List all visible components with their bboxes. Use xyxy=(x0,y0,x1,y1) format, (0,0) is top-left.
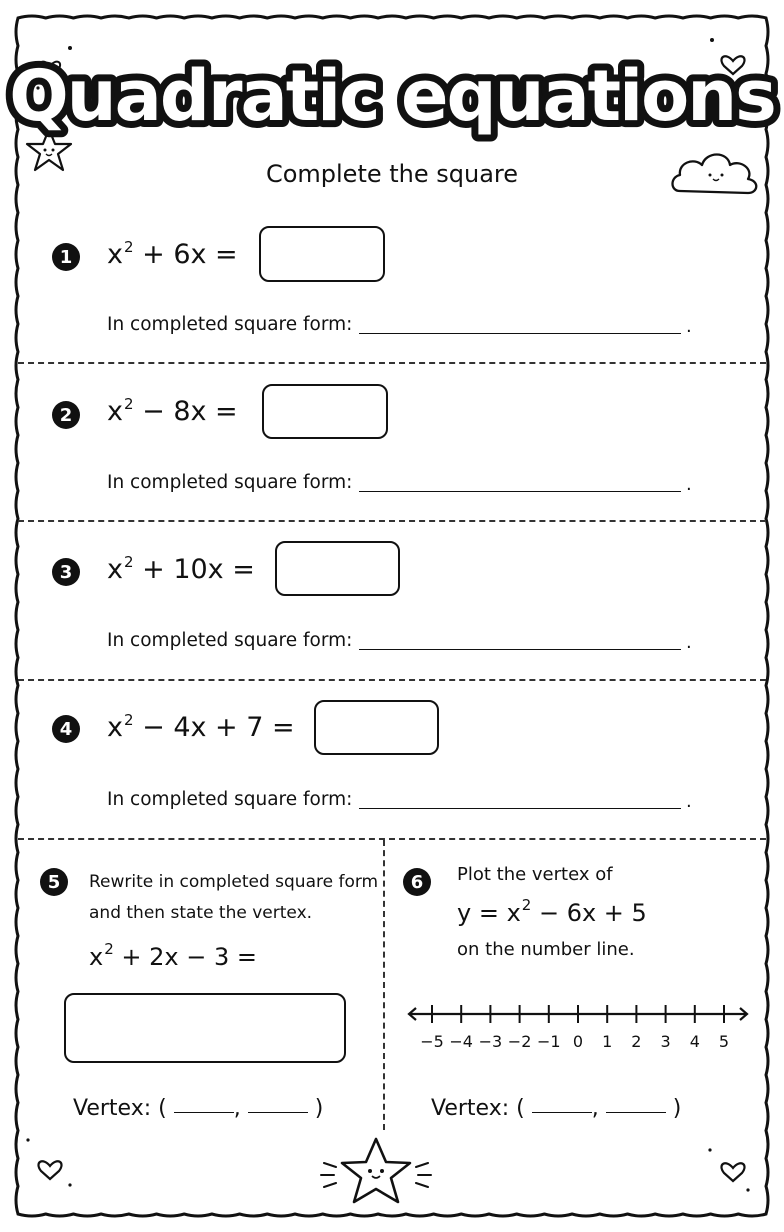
vertex-y-blank-6[interactable] xyxy=(606,1111,666,1113)
answer-box-4[interactable] xyxy=(314,700,439,755)
number-line-label: 0 xyxy=(572,1032,584,1051)
problem-6-instruction-1: Plot the vertex of xyxy=(457,864,613,885)
problem-5-equation: $x^2 + 2x - 3$ = xyxy=(89,940,257,971)
answer-line-1[interactable] xyxy=(359,333,681,334)
vertex-answer-5: Vertex: ( , ) xyxy=(73,1096,324,1121)
answer-box-2[interactable] xyxy=(262,384,388,439)
heart-icon xyxy=(721,1163,744,1181)
number-line-label: 5 xyxy=(718,1032,730,1051)
section-divider xyxy=(18,838,766,840)
problem-5-instruction-1: Rewrite in completed square form xyxy=(89,872,379,892)
problem-3-equation: $x^2 + 10x$ = xyxy=(107,553,255,585)
number-line-label: 4 xyxy=(689,1032,700,1051)
answer-line-4[interactable] xyxy=(359,808,681,809)
section-divider xyxy=(18,679,766,681)
title-text: Quadratic equations xyxy=(9,55,775,137)
problem-2-equation: $x^2 - 8x$ = xyxy=(107,395,238,427)
answer-box-5[interactable] xyxy=(64,993,346,1063)
answer-line-3[interactable] xyxy=(359,649,681,650)
section-divider xyxy=(18,520,766,522)
number-line-label: −1 xyxy=(537,1032,561,1051)
vertex-y-blank-5[interactable] xyxy=(248,1111,308,1113)
heart-icon xyxy=(38,1161,61,1179)
vertex-answer-6: Vertex: ( , ) xyxy=(431,1096,682,1121)
number-line-label: 2 xyxy=(631,1032,642,1051)
problem-5-instruction-2: and then state the vertex. xyxy=(89,903,313,923)
answer-box-1[interactable] xyxy=(259,226,385,282)
number-line[interactable] xyxy=(404,995,754,1060)
number-line-label: 3 xyxy=(660,1032,671,1051)
period-2: . xyxy=(686,474,692,495)
number-line-label: −3 xyxy=(478,1032,503,1051)
problem-number-3: 3 xyxy=(52,558,80,586)
number-line-labels xyxy=(420,1032,729,1051)
star-icon xyxy=(321,1139,431,1202)
number-line-label: −5 xyxy=(420,1032,444,1051)
vertex-x-blank-5[interactable] xyxy=(174,1111,234,1113)
page-title xyxy=(0,42,784,147)
form-label-2: In completed square form: xyxy=(107,472,353,493)
section-divider xyxy=(18,362,766,364)
problem-number-5: 5 xyxy=(40,868,68,896)
number-line-label: 1 xyxy=(602,1032,613,1051)
form-label-1: In completed square form: xyxy=(107,314,353,335)
problem-number-1: 1 xyxy=(52,243,80,271)
vertex-x-blank-6[interactable] xyxy=(532,1111,592,1113)
problem-number-4: 4 xyxy=(52,715,80,743)
form-label-3: In completed square form: xyxy=(107,630,353,651)
problem-number-6: 6 xyxy=(403,868,431,896)
problem-1-equation: $x^2 + 6x$ = xyxy=(107,238,238,270)
column-divider xyxy=(383,840,385,1130)
number-line-label: −4 xyxy=(449,1032,473,1051)
problem-number-2: 2 xyxy=(52,401,80,429)
period-3: . xyxy=(686,632,692,653)
form-label-4: In completed square form: xyxy=(107,789,353,810)
number-line-ticks xyxy=(409,1005,747,1023)
title-graphic xyxy=(9,42,775,147)
problem-4-equation: $x^2 - 4x + 7$ = xyxy=(107,711,295,743)
answer-box-3[interactable] xyxy=(275,541,400,596)
subtitle: Complete the square xyxy=(265,160,519,188)
problem-6-instruction-2: on the number line. xyxy=(457,939,635,960)
answer-line-2[interactable] xyxy=(359,491,681,492)
number-line-label: −2 xyxy=(507,1032,532,1051)
period-1: . xyxy=(686,316,692,337)
problem-6-equation: $y = x^2 - 6x + 5$ xyxy=(457,896,647,927)
period-4: . xyxy=(686,791,692,812)
